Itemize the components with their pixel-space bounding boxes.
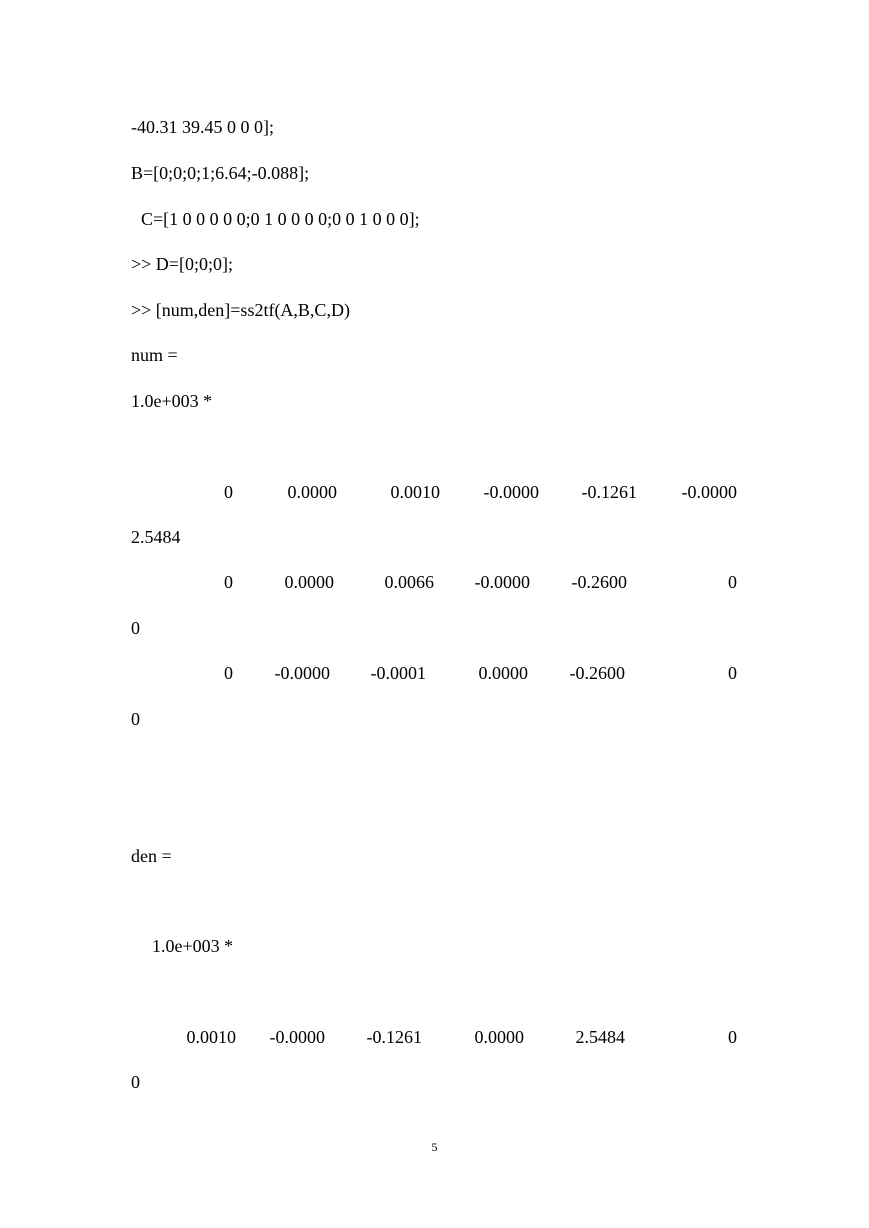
num-cell: 0.0000 [478, 663, 528, 683]
den-cell: 0.0010 [186, 1027, 236, 1047]
c-matrix-line: C=[1 0 0 0 0 0;0 1 0 0 0 0;0 0 1 0 0 0]; [141, 209, 420, 229]
num-cell: 0.0000 [287, 482, 337, 502]
num-cell: -0.0001 [370, 663, 426, 683]
d-matrix-line: >> D=[0;0;0]; [131, 254, 233, 274]
den-cell: 0 [728, 1027, 737, 1047]
num-cell: -0.2600 [571, 572, 627, 592]
den-label: den = [131, 846, 172, 866]
num-cell: -0.0000 [681, 482, 737, 502]
num-row-1-wrap: 2.5484 [131, 527, 181, 547]
num-label: num = [131, 345, 178, 365]
den-cell: 2.5484 [575, 1027, 625, 1047]
num-row-2-wrap: 0 [131, 618, 140, 638]
num-scale-factor: 1.0e+003 * [131, 391, 213, 411]
num-cell: -0.0000 [474, 572, 530, 592]
b-matrix-line: B=[0;0;0;1;6.64;-0.088]; [131, 163, 310, 183]
den-cell: -0.0000 [269, 1027, 325, 1047]
num-cell: 0 [224, 663, 233, 683]
num-cell: 0 [728, 663, 737, 683]
num-cell: 0.0000 [284, 572, 334, 592]
num-cell: -0.1261 [581, 482, 637, 502]
den-cell: -0.1261 [366, 1027, 422, 1047]
num-row-3-wrap: 0 [131, 709, 140, 729]
a-matrix-end-line: -40.31 39.45 0 0 0]; [131, 117, 274, 137]
num-cell: 0 [728, 572, 737, 592]
num-cell: -0.0000 [274, 663, 330, 683]
den-row-wrap: 0 [131, 1072, 140, 1092]
num-cell: 0 [224, 482, 233, 502]
den-cell: 0.0000 [474, 1027, 524, 1047]
num-cell: 0.0010 [390, 482, 440, 502]
ss2tf-call-line: >> [num,den]=ss2tf(A,B,C,D) [131, 300, 350, 320]
num-cell: 0 [224, 572, 233, 592]
page-number: 5 [431, 1140, 438, 1154]
num-cell: -0.2600 [569, 663, 625, 683]
num-cell: 0.0066 [384, 572, 434, 592]
den-scale-factor: 1.0e+003 * [152, 936, 234, 956]
num-cell: -0.0000 [483, 482, 539, 502]
